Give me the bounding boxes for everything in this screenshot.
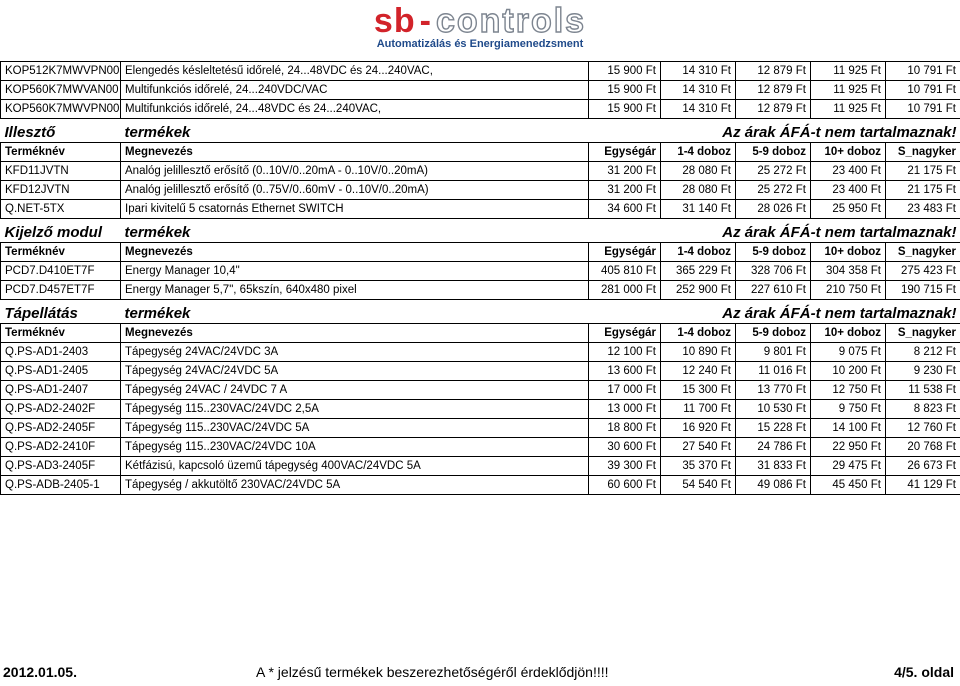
table-row: [1, 419, 960, 438]
cell-p2: 328 706 Ft: [736, 262, 811, 281]
header-p1: 1-4 doboz: [661, 243, 736, 262]
cell-p3: 23 400 Ft: [811, 181, 886, 200]
cell-p4: 190 715 Ft: [886, 281, 960, 300]
cell-p1: 31 140 Ft: [661, 200, 736, 219]
table-row: [1, 362, 960, 381]
table-row: [1, 381, 960, 400]
cell-code: Q.PS-AD1-2405: [1, 362, 121, 381]
table-row: [1, 181, 960, 200]
header-p1: 1-4 doboz: [661, 324, 736, 343]
cell-name: Tápegység 24VAC/24VDC 3A: [121, 343, 589, 362]
cell-unit: 13 600 Ft: [589, 362, 661, 381]
logo-controls: controls: [435, 2, 587, 40]
cell-code: KOP512K7MWVPN00: [1, 62, 121, 81]
cell-unit: 34 600 Ft: [589, 200, 661, 219]
cell-p3: 9 750 Ft: [811, 400, 886, 419]
cell-name: Elengedés késleltetésű időrelé, 24...48VDC és 24...240VAC,: [121, 62, 589, 81]
section-subtitle: termékek: [124, 304, 191, 322]
header-unit: Egységár: [589, 243, 661, 262]
cell-p2: 12 879 Ft: [736, 100, 811, 119]
header-name: Megnevezés: [121, 243, 589, 262]
cell-name: Tápegység 24VAC/24VDC 5A: [121, 362, 589, 381]
cell-code: Q.PS-ADB-2405-1: [1, 476, 121, 495]
header-unit: Egységár: [589, 143, 661, 162]
cell-p4: 12 760 Ft: [886, 419, 960, 438]
cell-p3: 10 200 Ft: [811, 362, 886, 381]
logo-wordmark: [0, 4, 960, 38]
cell-code: Q.PS-AD2-2402F: [1, 400, 121, 419]
cell-p3: 11 925 Ft: [811, 100, 886, 119]
cell-unit: 18 800 Ft: [589, 419, 661, 438]
cell-p1: 11 700 Ft: [661, 400, 736, 419]
cell-code: Q.PS-AD2-2410F: [1, 438, 121, 457]
cell-p3: 22 950 Ft: [811, 438, 886, 457]
header-code: Terméknév: [1, 143, 121, 162]
cell-unit: 15 900 Ft: [589, 100, 661, 119]
table-row: [1, 400, 960, 419]
cell-p2: 49 086 Ft: [736, 476, 811, 495]
cell-name: Multifunkciós időrelé, 24...48VDC és 24...240VAC,: [121, 100, 589, 119]
cell-name: Analóg jelillesztő erősítő (0..10V/0..20mA - 0..10V/0..20mA): [121, 162, 589, 181]
header-unit: Egységár: [589, 324, 661, 343]
header-p2: 5-9 doboz: [736, 324, 811, 343]
cell-p1: 35 370 Ft: [661, 457, 736, 476]
cell-p4: 8 212 Ft: [886, 343, 960, 362]
cell-p3: 29 475 Ft: [811, 457, 886, 476]
cell-p1: 54 540 Ft: [661, 476, 736, 495]
cell-p1: 28 080 Ft: [661, 181, 736, 200]
logo-subtitle: Automatizálás és Energiamenedzsment: [376, 38, 584, 50]
header-name: Megnevezés: [121, 324, 589, 343]
column-header-row: [1, 324, 960, 343]
footer-note: A * jelzésű termékek beszerezhetőségéről érdeklődjön!!!!: [256, 664, 609, 680]
cell-unit: 60 600 Ft: [589, 476, 661, 495]
section-title-row: [1, 119, 960, 143]
cell-p1: 365 229 Ft: [661, 262, 736, 281]
table-row: [1, 281, 960, 300]
header-p3: 10+ doboz: [811, 324, 886, 343]
header-p3: 10+ doboz: [811, 143, 886, 162]
cell-p1: 15 300 Ft: [661, 381, 736, 400]
cell-code: KFD12JVTN: [1, 181, 121, 200]
footer-date: 2012.01.05.: [3, 664, 77, 680]
cell-name: Tápegység 115..230VAC/24VDC 5A: [121, 419, 589, 438]
cell-p2: 11 016 Ft: [736, 362, 811, 381]
cell-unit: 13 000 Ft: [589, 400, 661, 419]
cell-p2: 12 879 Ft: [736, 62, 811, 81]
cell-unit: 15 900 Ft: [589, 81, 661, 100]
cell-p3: 23 400 Ft: [811, 162, 886, 181]
header-p4: S_nagyker: [886, 243, 960, 262]
cell-p4: 21 175 Ft: [886, 162, 960, 181]
header-p2: 5-9 doboz: [736, 243, 811, 262]
cell-name: Tápegység 115..230VAC/24VDC 10A: [121, 438, 589, 457]
cell-p1: 28 080 Ft: [661, 162, 736, 181]
cell-p4: 10 791 Ft: [886, 100, 960, 119]
header-name: Megnevezés: [121, 143, 589, 162]
section-title: Illesztő: [4, 123, 56, 141]
table-row: [1, 262, 960, 281]
cell-code: KOP560K7MWVPN00: [1, 100, 121, 119]
section-title-row: [1, 300, 960, 324]
cell-name: Tápegység 115..230VAC/24VDC 2,5A: [121, 400, 589, 419]
header-p3: 10+ doboz: [811, 243, 886, 262]
cell-name: Kétfázisú, kapcsoló üzemű tápegység 400VAC/24VDC 5A: [121, 457, 589, 476]
cell-p2: 10 530 Ft: [736, 400, 811, 419]
cell-p3: 25 950 Ft: [811, 200, 886, 219]
cell-p2: 28 026 Ft: [736, 200, 811, 219]
table-row: [1, 476, 960, 495]
cell-p1: 14 310 Ft: [661, 81, 736, 100]
cell-unit: 30 600 Ft: [589, 438, 661, 457]
cell-name: Analóg jelillesztő erősítő (0..75V/0..60mV - 0..10V/0..20mA): [121, 181, 589, 200]
cell-p2: 15 228 Ft: [736, 419, 811, 438]
header-p4: S_nagyker: [886, 324, 960, 343]
cell-p3: 9 075 Ft: [811, 343, 886, 362]
cell-code: Q.PS-AD1-2407: [1, 381, 121, 400]
table-row: [1, 81, 960, 100]
cell-code: PCD7.D457ET7F: [1, 281, 121, 300]
price-table: [0, 61, 960, 495]
vat-note: Az árak ÁFÁ-t nem tartalmaznak!: [722, 304, 957, 322]
header-code: Terméknév: [1, 243, 121, 262]
cell-p4: 26 673 Ft: [886, 457, 960, 476]
cell-p1: 27 540 Ft: [661, 438, 736, 457]
cell-unit: 17 000 Ft: [589, 381, 661, 400]
cell-p3: 11 925 Ft: [811, 81, 886, 100]
header-p2: 5-9 doboz: [736, 143, 811, 162]
cell-p3: 11 925 Ft: [811, 62, 886, 81]
cell-p1: 14 310 Ft: [661, 62, 736, 81]
section-title: Kijelző modul: [4, 223, 102, 241]
cell-p2: 31 833 Ft: [736, 457, 811, 476]
cell-p3: 14 100 Ft: [811, 419, 886, 438]
cell-p4: 11 538 Ft: [886, 381, 960, 400]
table-row: [1, 343, 960, 362]
vat-note: Az árak ÁFÁ-t nem tartalmaznak!: [722, 223, 957, 241]
table-row: [1, 62, 960, 81]
column-header-row: [1, 243, 960, 262]
cell-p2: 25 272 Ft: [736, 181, 811, 200]
cell-unit: 31 200 Ft: [589, 181, 661, 200]
table-row: [1, 100, 960, 119]
cell-p3: 210 750 Ft: [811, 281, 886, 300]
price-list-sheet: [0, 61, 960, 495]
cell-code: Q.PS-AD3-2405F: [1, 457, 121, 476]
cell-name: Energy Manager 5,7", 65kszín, 640x480 pixel: [121, 281, 589, 300]
section-subtitle: termékek: [124, 123, 191, 141]
cell-p2: 12 879 Ft: [736, 81, 811, 100]
header-p4: S_nagyker: [886, 143, 960, 162]
cell-unit: 39 300 Ft: [589, 457, 661, 476]
table-row: [1, 438, 960, 457]
cell-p1: 10 890 Ft: [661, 343, 736, 362]
cell-code: KOP560K7MWVAN00: [1, 81, 121, 100]
cell-p2: 25 272 Ft: [736, 162, 811, 181]
cell-p4: 10 791 Ft: [886, 62, 960, 81]
cell-unit: 15 900 Ft: [589, 62, 661, 81]
logo-sb: sb: [373, 2, 416, 40]
cell-p4: 275 423 Ft: [886, 262, 960, 281]
table-row: [1, 162, 960, 181]
cell-unit: 31 200 Ft: [589, 162, 661, 181]
cell-unit: 405 810 Ft: [589, 262, 661, 281]
cell-name: Tápegység / akkutöltő 230VAC/24VDC 5A: [121, 476, 589, 495]
cell-name: Energy Manager 10,4": [121, 262, 589, 281]
cell-name: Tápegység 24VAC / 24VDC 7 A: [121, 381, 589, 400]
cell-p2: 9 801 Ft: [736, 343, 811, 362]
cell-p2: 13 770 Ft: [736, 381, 811, 400]
cell-p4: 21 175 Ft: [886, 181, 960, 200]
section-subtitle: termékek: [124, 223, 191, 241]
cell-unit: 12 100 Ft: [589, 343, 661, 362]
table-row: [1, 200, 960, 219]
cell-code: PCD7.D410ET7F: [1, 262, 121, 281]
vat-note: Az árak ÁFÁ-t nem tartalmaznak!: [722, 123, 957, 141]
cell-code: Q.NET-5TX: [1, 200, 121, 219]
cell-p4: 20 768 Ft: [886, 438, 960, 457]
cell-name: Ipari kivitelű 5 csatornás Ethernet SWITCH: [121, 200, 589, 219]
cell-p4: 10 791 Ft: [886, 81, 960, 100]
header-code: Terméknév: [1, 324, 121, 343]
cell-p4: 9 230 Ft: [886, 362, 960, 381]
logo-dash: -: [419, 2, 432, 40]
cell-p4: 8 823 Ft: [886, 400, 960, 419]
cell-p1: 252 900 Ft: [661, 281, 736, 300]
cell-p4: 23 483 Ft: [886, 200, 960, 219]
cell-p1: 16 920 Ft: [661, 419, 736, 438]
cell-code: Q.PS-AD1-2403: [1, 343, 121, 362]
cell-p1: 14 310 Ft: [661, 100, 736, 119]
section-title-row: [1, 219, 960, 243]
section-title: Tápellátás: [4, 304, 78, 322]
cell-unit: 281 000 Ft: [589, 281, 661, 300]
cell-name: Multifunkciós időrelé, 24...240VDC/VAC: [121, 81, 589, 100]
footer-page-number: 4/5. oldal: [894, 664, 954, 680]
cell-p3: 12 750 Ft: [811, 381, 886, 400]
column-header-row: [1, 143, 960, 162]
cell-code: KFD11JVTN: [1, 162, 121, 181]
cell-code: Q.PS-AD2-2405F: [1, 419, 121, 438]
cell-p3: 304 358 Ft: [811, 262, 886, 281]
company-logo: [0, 4, 960, 50]
table-row: [1, 457, 960, 476]
cell-p2: 24 786 Ft: [736, 438, 811, 457]
cell-p2: 227 610 Ft: [736, 281, 811, 300]
header-p1: 1-4 doboz: [661, 143, 736, 162]
cell-p1: 12 240 Ft: [661, 362, 736, 381]
cell-p3: 45 450 Ft: [811, 476, 886, 495]
cell-p4: 41 129 Ft: [886, 476, 960, 495]
